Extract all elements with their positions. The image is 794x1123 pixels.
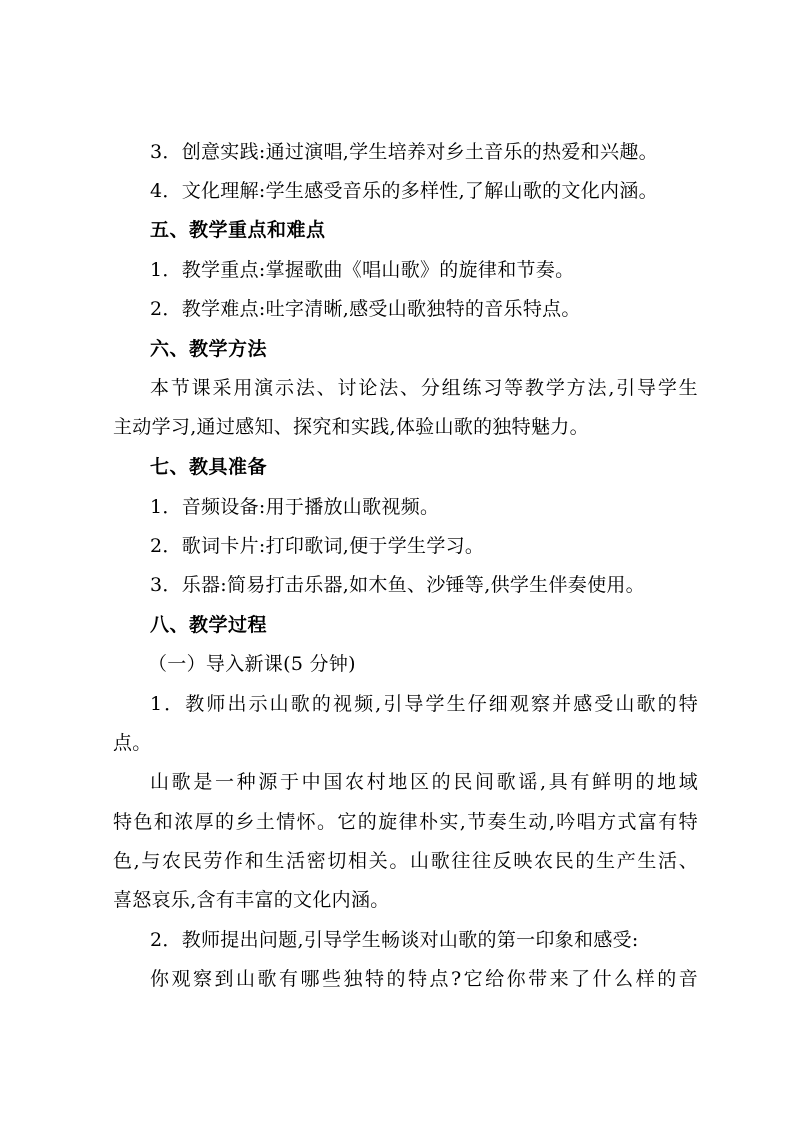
material-audio-device: 1．音频设备:用于播放山歌视频。 bbox=[150, 496, 440, 518]
section-heading-methods: 六、教学方法 bbox=[150, 338, 268, 360]
step-1-line-1: 1．教师出示山歌的视频,引导学生仔细观察并感受山歌的特 bbox=[150, 693, 698, 715]
methods-paragraph-line-2: 主动学习,通过感知、探究和实践,体验山歌的独特魅力。 bbox=[113, 416, 589, 438]
folk-song-paragraph-line-1: 山歌是一种源于中国农村地区的民间歌谣,具有鲜明的地域 bbox=[150, 771, 698, 793]
step-2-line: 2．教师提出问题,引导学生畅谈对山歌的第一印象和感受: bbox=[150, 929, 639, 951]
key-point-item: 1．教学重点:掌握歌曲《唱山歌》的旋律和节奏。 bbox=[150, 259, 575, 281]
step-1-line-2: 点。 bbox=[113, 732, 152, 754]
objective-cultural-understanding: 4．文化理解:学生感受音乐的多样性,了解山歌的文化内涵。 bbox=[150, 180, 658, 202]
methods-paragraph-line-1: 本节课采用演示法、讨论法、分组练习等教学方法,引导学生 bbox=[150, 377, 698, 399]
subsection-introduction: （一）导入新课(5 分钟) bbox=[148, 653, 356, 675]
section-heading-materials: 七、教具准备 bbox=[150, 456, 268, 478]
material-instruments: 3．乐器:简易打击乐器,如木鱼、沙锤等,供学生伴奏使用。 bbox=[150, 574, 645, 596]
question-line: 你观察到山歌有哪些独特的特点?它给你带来了什么样的音 bbox=[150, 968, 698, 990]
material-lyric-cards: 2．歌词卡片:打印歌词,便于学生学习。 bbox=[150, 535, 485, 557]
section-heading-key-points: 五、教学重点和难点 bbox=[150, 219, 326, 241]
folk-song-paragraph-line-2: 特色和浓厚的乡土情怀。它的旋律朴实,节奏生动,吟唱方式富有特 bbox=[113, 811, 698, 833]
section-heading-process: 八、教学过程 bbox=[150, 614, 268, 636]
difficulty-item: 2．教学难点:吐字清晰,感受山歌独特的音乐特点。 bbox=[150, 298, 581, 320]
objective-creative-practice: 3．创意实践:通过演唱,学生培养对乡土音乐的热爱和兴趣。 bbox=[150, 141, 658, 163]
folk-song-paragraph-line-4: 喜怒哀乐,含有丰富的文化内涵。 bbox=[113, 889, 390, 911]
folk-song-paragraph-line-3: 色,与农民劳作和生活密切相关。山歌往往反映农民的生产生活、 bbox=[113, 850, 698, 872]
